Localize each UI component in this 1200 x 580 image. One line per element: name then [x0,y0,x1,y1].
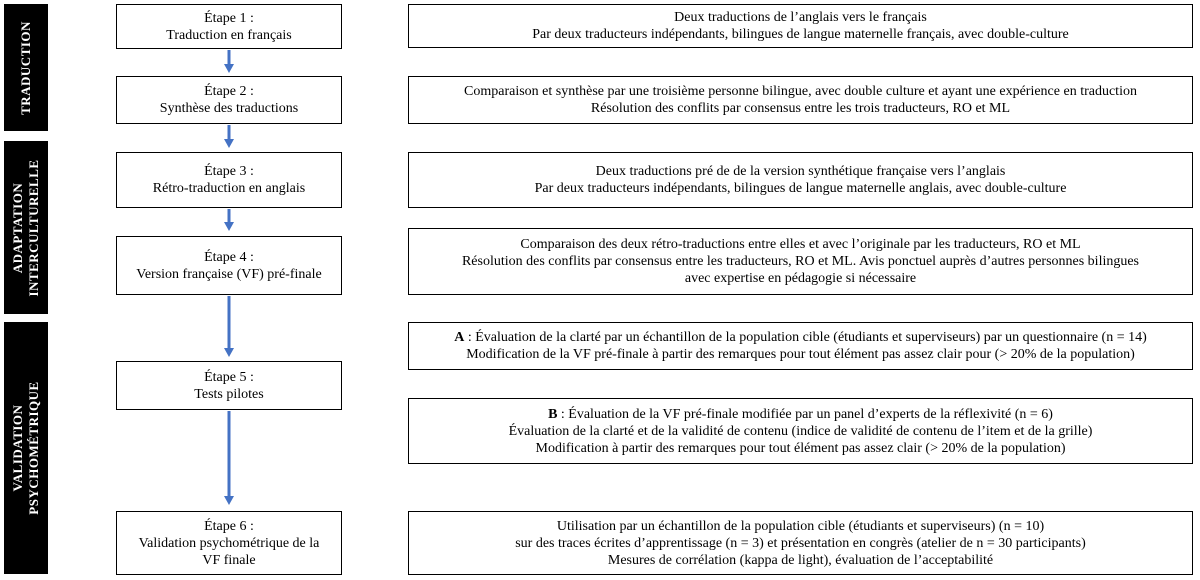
description-4-line-3: avec expertise en pédagogie si nécessaire [684,271,917,286]
arrow-step2-step3 [224,125,234,148]
step-6-title: Étape 6 : [204,518,254,534]
description-5a-prefix: A [454,330,465,345]
description-2-line-2: Résolution des conflits par consensus entre les trois traducteurs, RO et ML [590,101,1011,116]
description-5b-prefix: B [548,406,558,422]
step-3-label: Rétro-traduction en anglais [152,181,306,196]
step-2-label: Synthèse des traductions [159,101,299,116]
step-5-title: Étape 5 : [204,369,254,385]
description-4-line-1: Comparaison des deux rétro-traductions entre elles et avec l’originale par les traducteurs, RO et ML [520,237,1081,252]
step-6-label-line-1: Validation psychométrique de la [138,535,320,551]
phase-traduction-label: TRADUCTION [18,20,33,115]
phase-adaptation-line-2: INTERCULTURELLE [26,158,41,297]
description-1-line-1: Deux traductions de l’anglais vers le français [674,10,927,25]
step-2-box [116,76,342,124]
description-6-line-1: Utilisation par un échantillon de la population cible (étudiants et superviseurs) (n = 10) [556,518,1045,534]
step-3-title: Étape 3 : [204,164,254,179]
description-3 [408,152,1193,208]
step-4-box [116,236,342,295]
step-6-box [116,511,342,575]
description-2-line-1: Comparaison et synthèse par une troisième personne bilingue, avec double culture et ayant une expérience en traduction [464,84,1137,99]
description-3-line-1: Deux traductions pré de de la version synthétique française vers l’anglais [595,164,1006,179]
description-5b-line-3: Modification à partir des remarques pour tout élément pas assez clair (> 20% de la population) [535,440,1066,456]
description-6-line-2: sur des traces écrites d’apprentissage (n = 3) et présentation en congrès (atelier de n = 30 participants) [515,535,1086,551]
description-5b-line-1 [548,406,1053,423]
description-1 [408,4,1193,48]
arrow-step3-step4 [224,209,234,231]
arrow-step4-step5 [224,296,234,357]
description-6 [408,511,1193,575]
description-1-line-2: Par deux traducteurs indépendants, bilingues de langue maternelle français, avec double-culture [532,27,1069,42]
step-1-label: Traduction en français [166,27,292,43]
step-5-box [116,361,342,410]
description-2 [408,76,1193,124]
description-4-line-2: Résolution des conflits par consensus entre les traducteurs, RO et ML. Avis ponctuel auprès d’autres personnes bilingues [461,254,1140,269]
step-1-box [116,4,342,49]
step-2-title: Étape 2 : [204,84,254,99]
phase-validation-line-2: PSYCHOMÉTRIQUE [26,381,41,515]
description-5b [408,398,1193,464]
description-3-line-2: Par deux traducteurs indépendants, bilingues de langue maternelle anglais, avec double-culture [534,181,1067,196]
step-1-title: Étape 1 : [204,10,254,26]
description-5a-first-line: : Évaluation de la clarté par un échantillon de la population cible (étudiants et superviseurs) par un questionnaire (n = 14) [464,330,1147,345]
description-5a-line-1 [454,329,1147,346]
description-4 [408,228,1193,295]
phase-validation-line-1: VALIDATION [10,404,25,492]
description-6-line-3: Mesures de corrélation (kappa de light), évaluation de l’acceptabilité [607,552,994,568]
description-5b-line-2: Évaluation de la clarté et de la validité de contenu (indice de validité de contenu de l’item et de la grille) [508,423,1093,439]
description-5a [408,322,1193,370]
arrow-step1-step2 [224,50,234,73]
arrow-step5-step6 [224,411,234,505]
step-4-title: Étape 4 : [204,249,254,265]
description-5a-line-2: Modification de la VF pré-finale à partir des remarques pour tout élément pas assez clair pour (> 20% de la population) [466,347,1135,362]
phase-adaptation-line-1: ADAPTATION [10,182,25,273]
step-4-label: Version française (VF) pré-finale [136,266,322,282]
step-5-label: Tests pilotes [194,386,264,402]
step-3-box [116,152,342,208]
description-5b-first-line: : Évaluation de la VF pré-finale modifiée par un panel d’experts de la réflexivité (n = 6) [557,406,1053,422]
step-6-label-line-2: VF finale [202,552,256,568]
